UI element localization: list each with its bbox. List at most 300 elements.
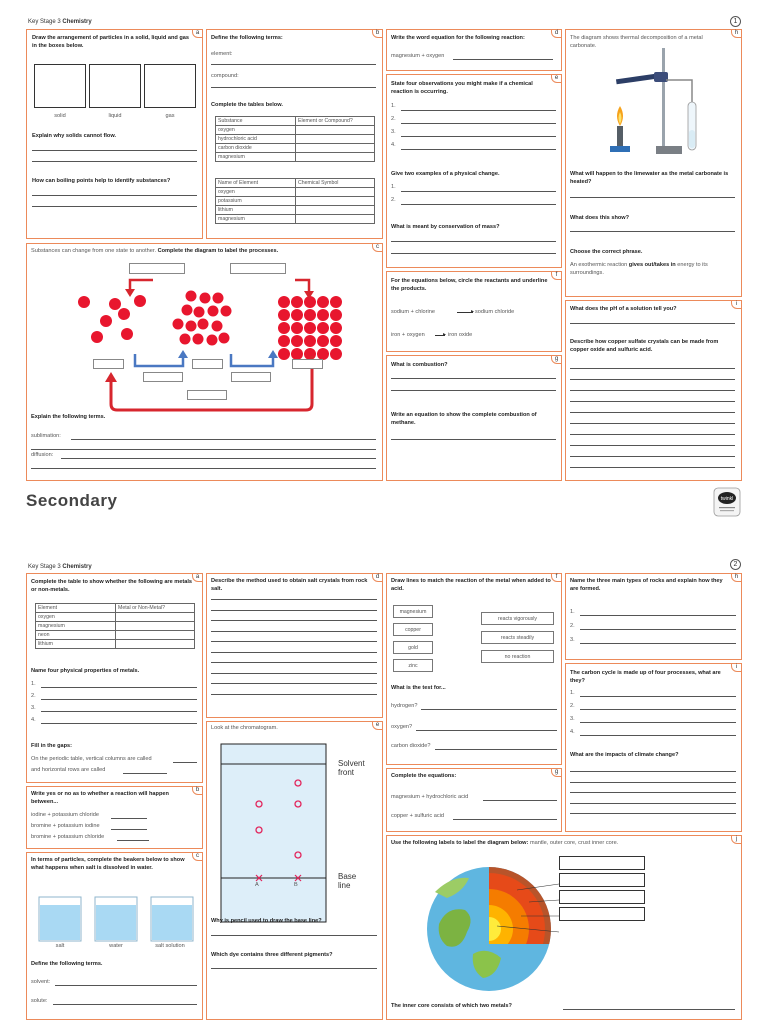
question-box-d: [386, 29, 562, 71]
arrow-head: [125, 289, 135, 297]
element-symbol-table: [215, 178, 375, 224]
test-prompt: carbon dioxide?: [391, 743, 431, 749]
table-header-row: [216, 117, 375, 126]
lane-b-label: B: [294, 882, 298, 888]
process-label-box[interactable]: [143, 372, 183, 382]
answer-line[interactable]: [483, 800, 557, 801]
element-prompt: element:: [211, 51, 233, 57]
answer-line[interactable]: [580, 735, 736, 736]
answer-line[interactable]: [570, 423, 735, 424]
answer-line[interactable]: [570, 412, 735, 413]
answer-line[interactable]: [570, 456, 735, 457]
question-text: Write the word equation for the following reaction:: [391, 35, 525, 41]
answer-line[interactable]: [580, 629, 736, 630]
question-box-g: [386, 355, 562, 481]
box-tag: i: [731, 300, 742, 309]
solvent-front-label: Solvent front: [338, 759, 365, 777]
solid-particle: [291, 322, 303, 334]
answer-line[interactable]: [211, 620, 377, 621]
liquid-drawing-box[interactable]: [89, 64, 141, 108]
page-header: [28, 564, 92, 570]
question-text: Draw lines to match the reaction of the metal when added to acid.: [391, 578, 551, 592]
box-tag: j: [731, 835, 742, 844]
box-tag: b: [192, 786, 203, 795]
table-cell: lithium: [216, 206, 296, 215]
box-tag: d: [551, 29, 562, 38]
answer-line[interactable]: [111, 829, 147, 830]
answer-line[interactable]: [31, 449, 376, 450]
intro-text: The diagram shows thermal decomposition of a metal carbonate.: [570, 35, 703, 49]
table-row: [36, 622, 195, 631]
box-tag: f: [551, 573, 562, 582]
answer-cell[interactable]: [296, 206, 375, 215]
process-label-box[interactable]: [187, 390, 227, 400]
answer-line[interactable]: [401, 204, 556, 205]
question-text: What does the pH of a solution tell you?: [570, 306, 677, 312]
table-cell: magnesium: [216, 153, 296, 162]
table-cell: hydrochloric acid: [216, 135, 296, 144]
solvent-prompt: solvent:: [31, 979, 51, 985]
process-label-box[interactable]: [93, 359, 124, 369]
table-header: Element or Compound?: [296, 117, 375, 126]
solid-particle: [278, 348, 290, 360]
page-number: 1: [730, 16, 741, 27]
phrase-text: [570, 261, 738, 277]
answer-line[interactable]: [563, 1009, 735, 1010]
table-row: [216, 215, 375, 224]
answer-cell[interactable]: [116, 622, 195, 631]
answer-line[interactable]: [580, 615, 736, 616]
reaction-box[interactable]: reacts steadily: [481, 631, 554, 644]
footer-title: Secondary: [26, 491, 118, 510]
process-label-box[interactable]: [129, 263, 185, 274]
reaction-prompt: bromine + potassium chloride: [31, 834, 105, 840]
answer-line[interactable]: [570, 803, 736, 804]
equation-1-products: sodium chloride: [475, 309, 515, 315]
answer-cell[interactable]: [116, 613, 195, 622]
answer-line[interactable]: [570, 792, 736, 793]
answer-cell[interactable]: [296, 135, 375, 144]
answer-line[interactable]: [580, 709, 736, 710]
solute-prompt: solute:: [31, 998, 48, 1004]
beaker-icon: [95, 897, 137, 941]
answer-line[interactable]: [570, 813, 736, 814]
box-tag: f: [551, 271, 562, 280]
gas-particles: [78, 295, 146, 343]
box-tag: a: [192, 29, 203, 38]
question-box-d: [206, 573, 383, 718]
clamp-stand-icon: [662, 48, 665, 152]
answer-line[interactable]: [570, 323, 735, 324]
question-text: Complete the equations:: [391, 773, 457, 779]
answer-line[interactable]: [117, 840, 149, 841]
fill-gap-text: On the periodic table, vertical columns are called: [31, 756, 152, 762]
answer-line[interactable]: [570, 434, 735, 435]
intro-text-plain: Substances can change from one state to another.: [31, 248, 157, 254]
solid-particle: [330, 348, 342, 360]
question-box-a: [26, 573, 203, 783]
metal-box[interactable]: magnesium: [393, 605, 433, 618]
phrase-part: An exothermic reaction: [570, 262, 628, 268]
answer-line[interactable]: [570, 197, 735, 198]
beaker-label: salt solution: [155, 943, 185, 949]
solid-particle: [317, 309, 329, 321]
gas-label: gas: [165, 113, 175, 119]
question-text: In terms of particles, complete the beakers below to show what happens when salt is dissolved in water.: [31, 857, 185, 871]
metal-box[interactable]: gold: [393, 641, 433, 654]
question-text: What will happen to the limewater as the metal carbonate is heated?: [570, 171, 729, 185]
reaction-prompt: bromine + potassium iodine: [31, 823, 100, 829]
intro-text: Look at the chromatogram.: [211, 725, 278, 731]
answer-line[interactable]: [570, 445, 735, 446]
arrow-head: [105, 372, 117, 382]
answer-line[interactable]: [211, 631, 377, 632]
process-label-box[interactable]: [230, 263, 286, 274]
box-tag: h: [731, 29, 742, 38]
answer-line[interactable]: [41, 699, 197, 700]
answer-line[interactable]: [401, 123, 556, 124]
table-row: [216, 188, 375, 197]
list-number: 2.: [391, 116, 396, 122]
diffusion-prompt: diffusion:: [31, 452, 54, 458]
question-box-g: [386, 768, 562, 832]
table-cell: oxygen: [216, 126, 296, 135]
answer-line[interactable]: [580, 643, 736, 644]
question-box-e: [206, 721, 383, 1020]
answer-line[interactable]: [570, 782, 736, 783]
question-box-a: [26, 29, 203, 239]
answer-line[interactable]: [211, 673, 377, 674]
table-cell: oxygen: [36, 613, 116, 622]
answer-line[interactable]: [570, 368, 735, 369]
solid-particle: [330, 309, 342, 321]
solid-particle: [317, 335, 329, 347]
solid-drawing-box[interactable]: [34, 64, 86, 108]
question-text: Give two examples of a physical change.: [391, 171, 500, 177]
question-text: Describe how copper sulfate crystals can be made from copper oxide and sulfuric acid.: [570, 339, 719, 353]
question-box-b: [26, 786, 203, 849]
answer-line[interactable]: [570, 390, 735, 391]
compound-prompt: compound:: [211, 73, 239, 79]
answer-line[interactable]: [71, 439, 376, 440]
answer-line[interactable]: [391, 241, 556, 242]
bunsen-burner-icon: [617, 126, 623, 148]
box-tag: i: [731, 663, 742, 672]
list-number: 1.: [31, 681, 36, 687]
answer-line[interactable]: [32, 161, 197, 162]
answer-line[interactable]: [41, 711, 197, 712]
answer-line[interactable]: [453, 59, 553, 60]
sublimation-prompt: sublimation:: [31, 433, 61, 439]
table-row: [216, 206, 375, 215]
question-text: Name the three main types of rocks and explain how they are formed.: [570, 578, 723, 592]
question-box-f: [386, 573, 562, 765]
answer-line[interactable]: [391, 378, 556, 379]
answer-line[interactable]: [570, 467, 735, 468]
question-box-e: [386, 74, 562, 268]
box-tag: g: [551, 355, 562, 364]
answer-line[interactable]: [391, 253, 556, 254]
list-number: 4.: [31, 717, 36, 723]
answer-line[interactable]: [580, 722, 736, 723]
answer-cell[interactable]: [296, 215, 375, 224]
solid-label: solid: [54, 113, 66, 119]
answer-cell[interactable]: [296, 188, 375, 197]
table-header: Metal or Non-Metal?: [116, 604, 195, 613]
question-text: Fill in the gaps:: [31, 743, 73, 749]
metal-box[interactable]: copper: [393, 623, 433, 636]
solid-particle: [330, 335, 342, 347]
solid-particle: [304, 322, 316, 334]
table-row: [216, 144, 375, 153]
answer-line[interactable]: [416, 730, 557, 731]
answer-line[interactable]: [580, 696, 736, 697]
thermal-decomposition-diagram: [606, 46, 706, 162]
delivery-tube-icon: [666, 80, 692, 106]
earth-label-box[interactable]: [559, 890, 645, 904]
page-number: 2: [730, 559, 741, 570]
question-text: For the equations below, circle the reactants and underline the products.: [391, 278, 548, 292]
answer-line[interactable]: [211, 694, 377, 695]
key-stage-label: Key Stage 3: [28, 19, 61, 25]
answer-line[interactable]: [53, 1004, 197, 1005]
answer-line[interactable]: [111, 818, 147, 819]
question-text: The inner core consists of which two metals?: [391, 1003, 512, 1009]
answer-line[interactable]: [211, 968, 377, 969]
reaction-box[interactable]: no reaction: [481, 650, 554, 663]
table-cell: neon: [36, 631, 116, 640]
answer-line[interactable]: [401, 136, 556, 137]
question-text: Define the following terms.: [31, 961, 103, 967]
list-number: 3.: [570, 637, 575, 643]
answer-line[interactable]: [401, 191, 556, 192]
base-line-label: Base line: [338, 872, 357, 890]
list-number: 2.: [570, 623, 575, 629]
question-text: State four observations you might make if a chemical reaction is occurring.: [391, 81, 533, 95]
table-row: [36, 640, 195, 649]
twinkl-logo: [712, 487, 742, 517]
question-text: Complete the table to show whether the following are metals or non-metals.: [31, 579, 192, 593]
key-stage-label: Key Stage 3: [28, 564, 61, 570]
earth-label-box[interactable]: [559, 856, 645, 870]
metal-box[interactable]: zinc: [393, 659, 433, 672]
equation-2-reactants: iron + oxygen: [391, 332, 425, 338]
answer-cell[interactable]: [296, 153, 375, 162]
answer-line[interactable]: [401, 149, 556, 150]
question-text: Describe the method used to obtain salt crystals from rock salt.: [211, 578, 368, 592]
answer-line[interactable]: [453, 819, 557, 820]
answer-cell[interactable]: [296, 197, 375, 206]
answer-line[interactable]: [41, 723, 197, 724]
question-text: What are the impacts of climate change?: [570, 752, 679, 758]
list-number: 1.: [391, 184, 396, 190]
table-row: [36, 613, 195, 622]
list-number: 1.: [570, 690, 575, 696]
test-prompt: hydrogen?: [391, 703, 418, 709]
answer-line[interactable]: [211, 935, 377, 936]
label-list: mantle, outer core, crust inner core.: [529, 840, 619, 846]
list-number: 3.: [570, 716, 575, 722]
table-row: [216, 135, 375, 144]
element-compound-table: [215, 116, 375, 162]
metal-table: [35, 603, 195, 649]
solid-particle: [304, 335, 316, 347]
table-cell: lithium: [36, 640, 116, 649]
box-tag: d: [372, 573, 383, 582]
answer-line[interactable]: [211, 641, 377, 642]
phrase-choice[interactable]: gives out/takes in: [628, 262, 676, 268]
list-number: 4.: [570, 729, 575, 735]
arrow-head: [268, 350, 278, 358]
test-prompt: oxygen?: [391, 724, 413, 730]
gap-line[interactable]: [173, 762, 197, 763]
solid-particle: [278, 296, 290, 308]
melting-arrow: [231, 354, 273, 366]
table-cell: potassium: [216, 197, 296, 206]
reaction-prompt: iodine + potassium chloride: [31, 812, 99, 818]
box-tag: c: [372, 243, 383, 252]
solid-particle: [304, 309, 316, 321]
answer-line[interactable]: [401, 110, 556, 111]
box-tag: c: [192, 852, 203, 861]
table-row: [216, 153, 375, 162]
question-text: What does this show?: [570, 215, 630, 221]
table-header: Element: [36, 604, 116, 613]
answer-line[interactable]: [41, 687, 197, 688]
earth-label-box[interactable]: [559, 873, 645, 887]
solid-particle: [330, 322, 342, 334]
box-tag: g: [551, 768, 562, 777]
answer-line[interactable]: [211, 683, 377, 684]
answer-line[interactable]: [211, 662, 377, 663]
states-of-matter-diagram: [27, 244, 382, 414]
question-text: Write yes or no as to whether a reaction will happen between...: [31, 791, 169, 805]
list-number: 4.: [391, 142, 396, 148]
answer-line[interactable]: [32, 150, 197, 151]
fill-gap-text: and horizontal rows are called: [31, 767, 106, 773]
limewater-icon: [689, 130, 695, 148]
answer-line[interactable]: [391, 439, 556, 440]
answer-line[interactable]: [211, 87, 376, 88]
table-row: [216, 126, 375, 135]
box-tag: b: [372, 29, 383, 38]
evaporation-arrow: [135, 354, 183, 366]
gap-line[interactable]: [123, 773, 167, 774]
solid-particle: [278, 335, 290, 347]
equation-prompt: magnesium + oxygen: [391, 53, 445, 59]
intro-text-bold: Complete the diagram to label the processes.: [157, 248, 279, 254]
box-tag: a: [192, 573, 203, 582]
table-header: Chemical Symbol: [296, 179, 375, 188]
solid-particle: [291, 335, 303, 347]
answer-line[interactable]: [435, 749, 557, 750]
question-text: Which dye contains three different pigments?: [211, 952, 333, 958]
equation-prompt: copper + sulfuric acid: [391, 813, 445, 819]
question-box-j: [386, 835, 742, 1020]
question-text-bold: Use the following labels to label the diagram below:: [391, 840, 529, 846]
question-box-h: [565, 573, 742, 660]
table-row: [216, 197, 375, 206]
solid-particle: [278, 309, 290, 321]
equation-2-products: iron oxide: [448, 332, 473, 338]
question-text: Complete the tables below.: [211, 102, 283, 108]
answer-line[interactable]: [31, 468, 376, 469]
list-number: 2.: [31, 693, 36, 699]
question-text: Choose the correct phrase.: [570, 249, 643, 255]
arrow-head: [178, 350, 188, 358]
answer-line[interactable]: [391, 390, 556, 391]
process-label-box[interactable]: [231, 372, 271, 382]
answer-line[interactable]: [211, 599, 377, 600]
answer-line[interactable]: [570, 379, 735, 380]
question-text: What is combustion?: [391, 362, 448, 368]
table-header: Name of Element: [216, 179, 296, 188]
arrow-head-icon: ▸: [443, 332, 447, 338]
chromatography-paper: [221, 744, 326, 922]
beaker-label: water: [109, 943, 123, 949]
reaction-box[interactable]: reacts vigorously: [481, 612, 554, 625]
answer-line[interactable]: [570, 231, 735, 232]
box-tag: e: [372, 721, 383, 730]
question-text: How can boiling points help to identify substances?: [32, 178, 171, 184]
beaker-icon: [151, 897, 193, 941]
process-label-box[interactable]: [292, 359, 323, 369]
gas-drawing-box[interactable]: [144, 64, 196, 108]
question-text: Explain the following terms.: [31, 414, 106, 420]
answer-cell[interactable]: [296, 144, 375, 153]
question-text: Write an equation to show the complete combustion of methane.: [391, 412, 537, 426]
question-text: Why is pencil used to draw the base line?: [211, 918, 322, 924]
list-number: 1.: [570, 609, 575, 615]
box-tag: h: [731, 573, 742, 582]
clamp-icon: [654, 72, 668, 82]
stand-base-icon: [656, 146, 682, 154]
arrow-head-icon: ▸: [471, 309, 475, 315]
question-text: Define the following terms:: [211, 35, 283, 41]
burner-base-icon: [610, 146, 630, 152]
solid-particle: [317, 296, 329, 308]
question-text: The carbon cycle is made up of four processes, what are they?: [570, 670, 721, 684]
list-number: 3.: [31, 705, 36, 711]
process-label-box[interactable]: [192, 359, 223, 369]
answer-line[interactable]: [61, 458, 376, 459]
answer-line[interactable]: [570, 401, 735, 402]
equation-1-reactants: sodium + chlorine: [391, 309, 435, 315]
answer-line[interactable]: [32, 206, 197, 207]
answer-line[interactable]: [211, 64, 376, 65]
answer-line[interactable]: [211, 610, 377, 611]
question-text: [391, 839, 731, 847]
list-number: 1.: [391, 103, 396, 109]
answer-line[interactable]: [421, 709, 557, 710]
beakers-diagram: [37, 891, 197, 943]
question-text: Explain why solids cannot flow.: [32, 133, 117, 139]
earth-label-box[interactable]: [559, 907, 645, 921]
answer-line[interactable]: [211, 652, 377, 653]
answer-line[interactable]: [32, 195, 197, 196]
answer-line[interactable]: [55, 985, 197, 986]
table-header-row: [216, 179, 375, 188]
table-header: Substance: [216, 117, 296, 126]
solid-particle: [304, 296, 316, 308]
answer-cell[interactable]: [296, 126, 375, 135]
solid-particle: [317, 322, 329, 334]
answer-line[interactable]: [570, 771, 736, 772]
answer-cell[interactable]: [116, 631, 195, 640]
table-cell: magnesium: [36, 622, 116, 631]
answer-cell[interactable]: [116, 640, 195, 649]
table-cell: magnesium: [216, 215, 296, 224]
